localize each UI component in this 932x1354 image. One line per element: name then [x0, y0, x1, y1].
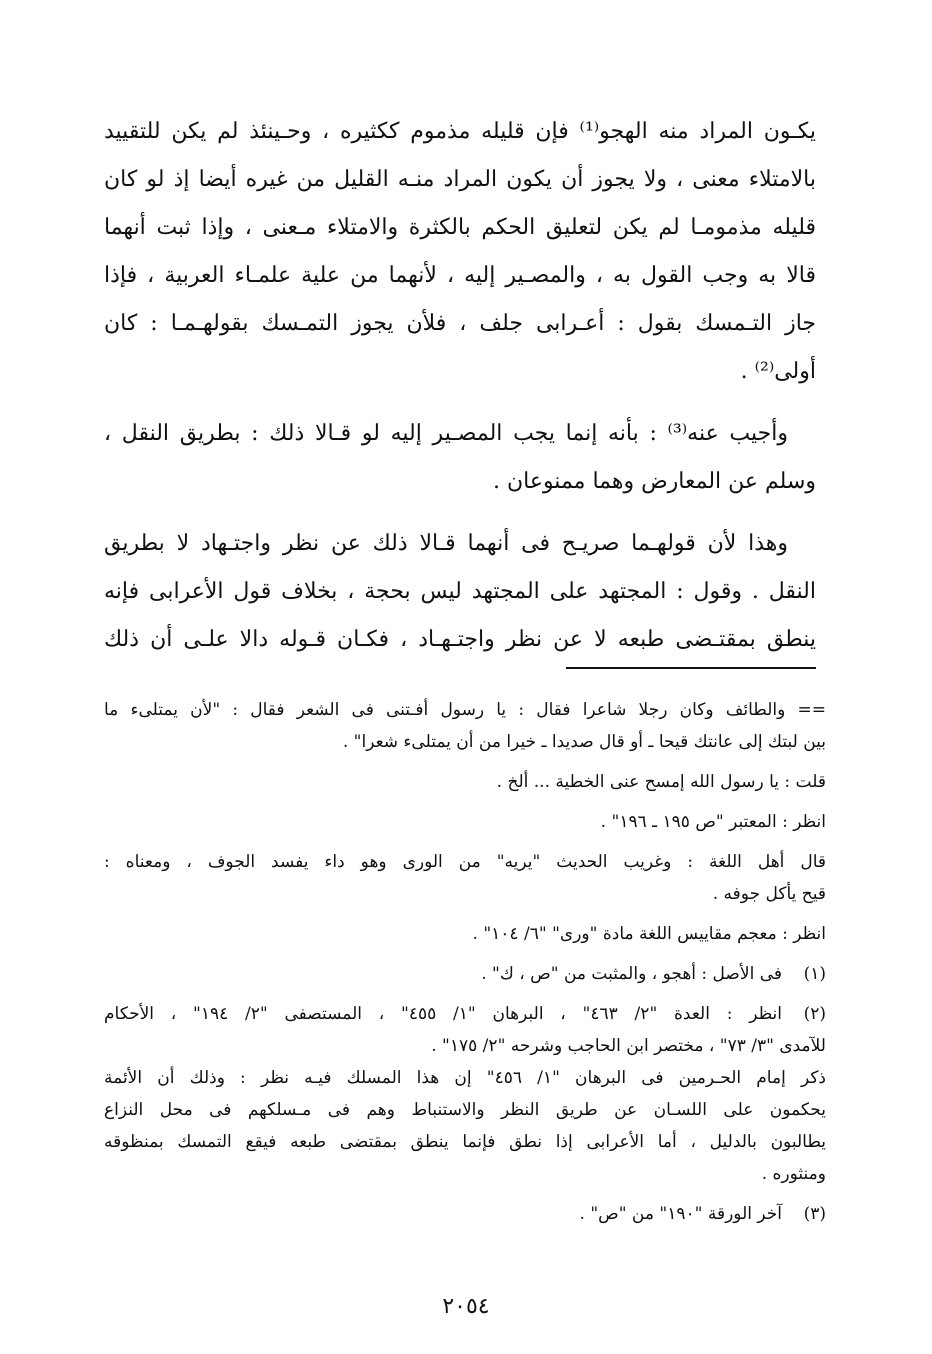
- footnote-line: انظر : معجم مقاييس اللغة مادة "ورى" "٦/ ١٠٤" .: [472, 924, 826, 944]
- text-line: وهذا لأن قولهـما صريـح فى أنهما قـالا ذلك عن نظر واجتـهاد لا بطريق: [104, 531, 788, 556]
- text-line: النقل . وقول : المجتهد على المجتهد ليس بحجة ، بخلاف قول الأعرابى فإنه: [104, 579, 816, 604]
- footnote-number: (٣): [803, 1204, 826, 1224]
- footnote-line: ومنثوره .: [761, 1164, 826, 1184]
- text-line: وأجيب عنه⁽³⁾ : بأنه إنما يجب المصـير إليه لو قـالا ذلك : بطريق النقل ،: [104, 421, 788, 446]
- page-number: ٢٠٥٤: [442, 1294, 490, 1319]
- footnote-separator: [566, 667, 816, 669]
- footnote-text: فى الأصل : أهجو ، والمثبت من "ص ، ك" .: [481, 964, 782, 984]
- footnote-line: انظر : المعتبر "ص ١٩٥ ـ ١٩٦" .: [600, 812, 826, 832]
- text-line: ينطق بمقتـضى طبعه لا عن نظر واجتـهـاد ، فكـان قـوله دالا علـى أن ذلك: [104, 627, 816, 652]
- footnote-line: [104, 1198, 826, 1230]
- text-line: بالامتلاء معنى ، ولا يجوز أن يكون المراد منـه القليل من غيره أيضا إذ لو كان: [104, 167, 816, 192]
- paragraph-1: [104, 108, 816, 396]
- paragraph-3: [104, 520, 816, 664]
- footnote-line: بين لبتك إلى عانتك قيحا ـ أو قال صديدا ـ خيرا من أن يمتلىء شعرا" .: [342, 732, 826, 752]
- footnote-1: [104, 958, 826, 990]
- footnote-line: قال أهل اللغة : وغريب الحديث "يريه" من الورى وهو داء يفسد الجوف ، ومعناه :: [104, 852, 826, 872]
- text-line: يكـون المراد منه الهجو⁽¹⁾ فإن قليله مذموم ككثيره ، وحـينئذ لم يكن للتقييد: [104, 119, 816, 144]
- main-text: [104, 108, 816, 678]
- footnote-line: للآمدى "٣/ ٧٣" ، مختصر ابن الحاجب وشرحه "٢/ ١٧٥" .: [431, 1036, 826, 1056]
- footnote-line: قلت : يا رسول الله إمسح عنى الخطية ... ألخ .: [496, 772, 826, 792]
- footnote-line: == والطائف وكان رجلا شاعرا فقال : يا رسول أفـتنى فى الشعر فقال : "لأن يمتلىء ما: [104, 700, 826, 720]
- footnote-2: [104, 998, 826, 1190]
- footnote-text: آخر الورقة "١٩٠" من "ص" .: [579, 1204, 782, 1224]
- footnotes: [104, 694, 826, 1238]
- footnote-text: انظر : العدة "٢/ ٤٦٣" ، البرهان "١/ ٤٥٥" ، المستصفى "٢/ ١٩٤" ، الأحكام: [104, 1004, 782, 1024]
- text-line: جاز التـمسك بقول : أعـرابى جلف ، فلأن يجوز التمـسك بقولهـمـا : كان: [104, 311, 816, 336]
- footnote-continuation: [104, 766, 826, 798]
- footnote-line: ذكر إمام الحـرمين فى البرهان "١/ ٤٥٦" إن هذا المسلك فيـه نظر : وذلك أن الأئمة: [104, 1068, 826, 1088]
- text-line: قالا به وجب القول به ، والمصـير إليه ، لأنهما من علية علمـاء العربية ، فإذا: [104, 263, 816, 288]
- footnote-continuation: [104, 918, 826, 950]
- footnote-line: يطالبون بالدليل ، أما الأعرابى إذا نطق فإنما ينطق بمقتضى طبعه فيقع التمسك بمنظوقه: [104, 1132, 826, 1152]
- text-line: قليله مذمومـا لم يكن لتعليق الحكم بالكثرة والامتلاء مـعنى ، وإذا ثبت أنهما: [104, 215, 816, 240]
- footnote-number: (٢): [803, 1004, 826, 1024]
- footnote-line: [104, 958, 826, 990]
- footnote-line: قيح يأكل جوفه .: [712, 884, 826, 904]
- text-line: أولى⁽²⁾ .: [740, 359, 816, 384]
- footnote-line: يحكمون على اللسـان عن طريق النظر والاستنباط وهم فى مـسلكهم فى محل النزاع: [104, 1100, 826, 1120]
- footnote-3: [104, 1198, 826, 1230]
- footnote-continuation: [104, 846, 826, 910]
- text-line: وسلم عن المعارض وهما ممنوعان .: [492, 469, 816, 494]
- footnote-continuation: [104, 806, 826, 838]
- footnote-line: [104, 998, 826, 1030]
- footnote-number: (١): [803, 964, 826, 984]
- footnote-continuation: [104, 694, 826, 758]
- paragraph-2: [104, 410, 816, 506]
